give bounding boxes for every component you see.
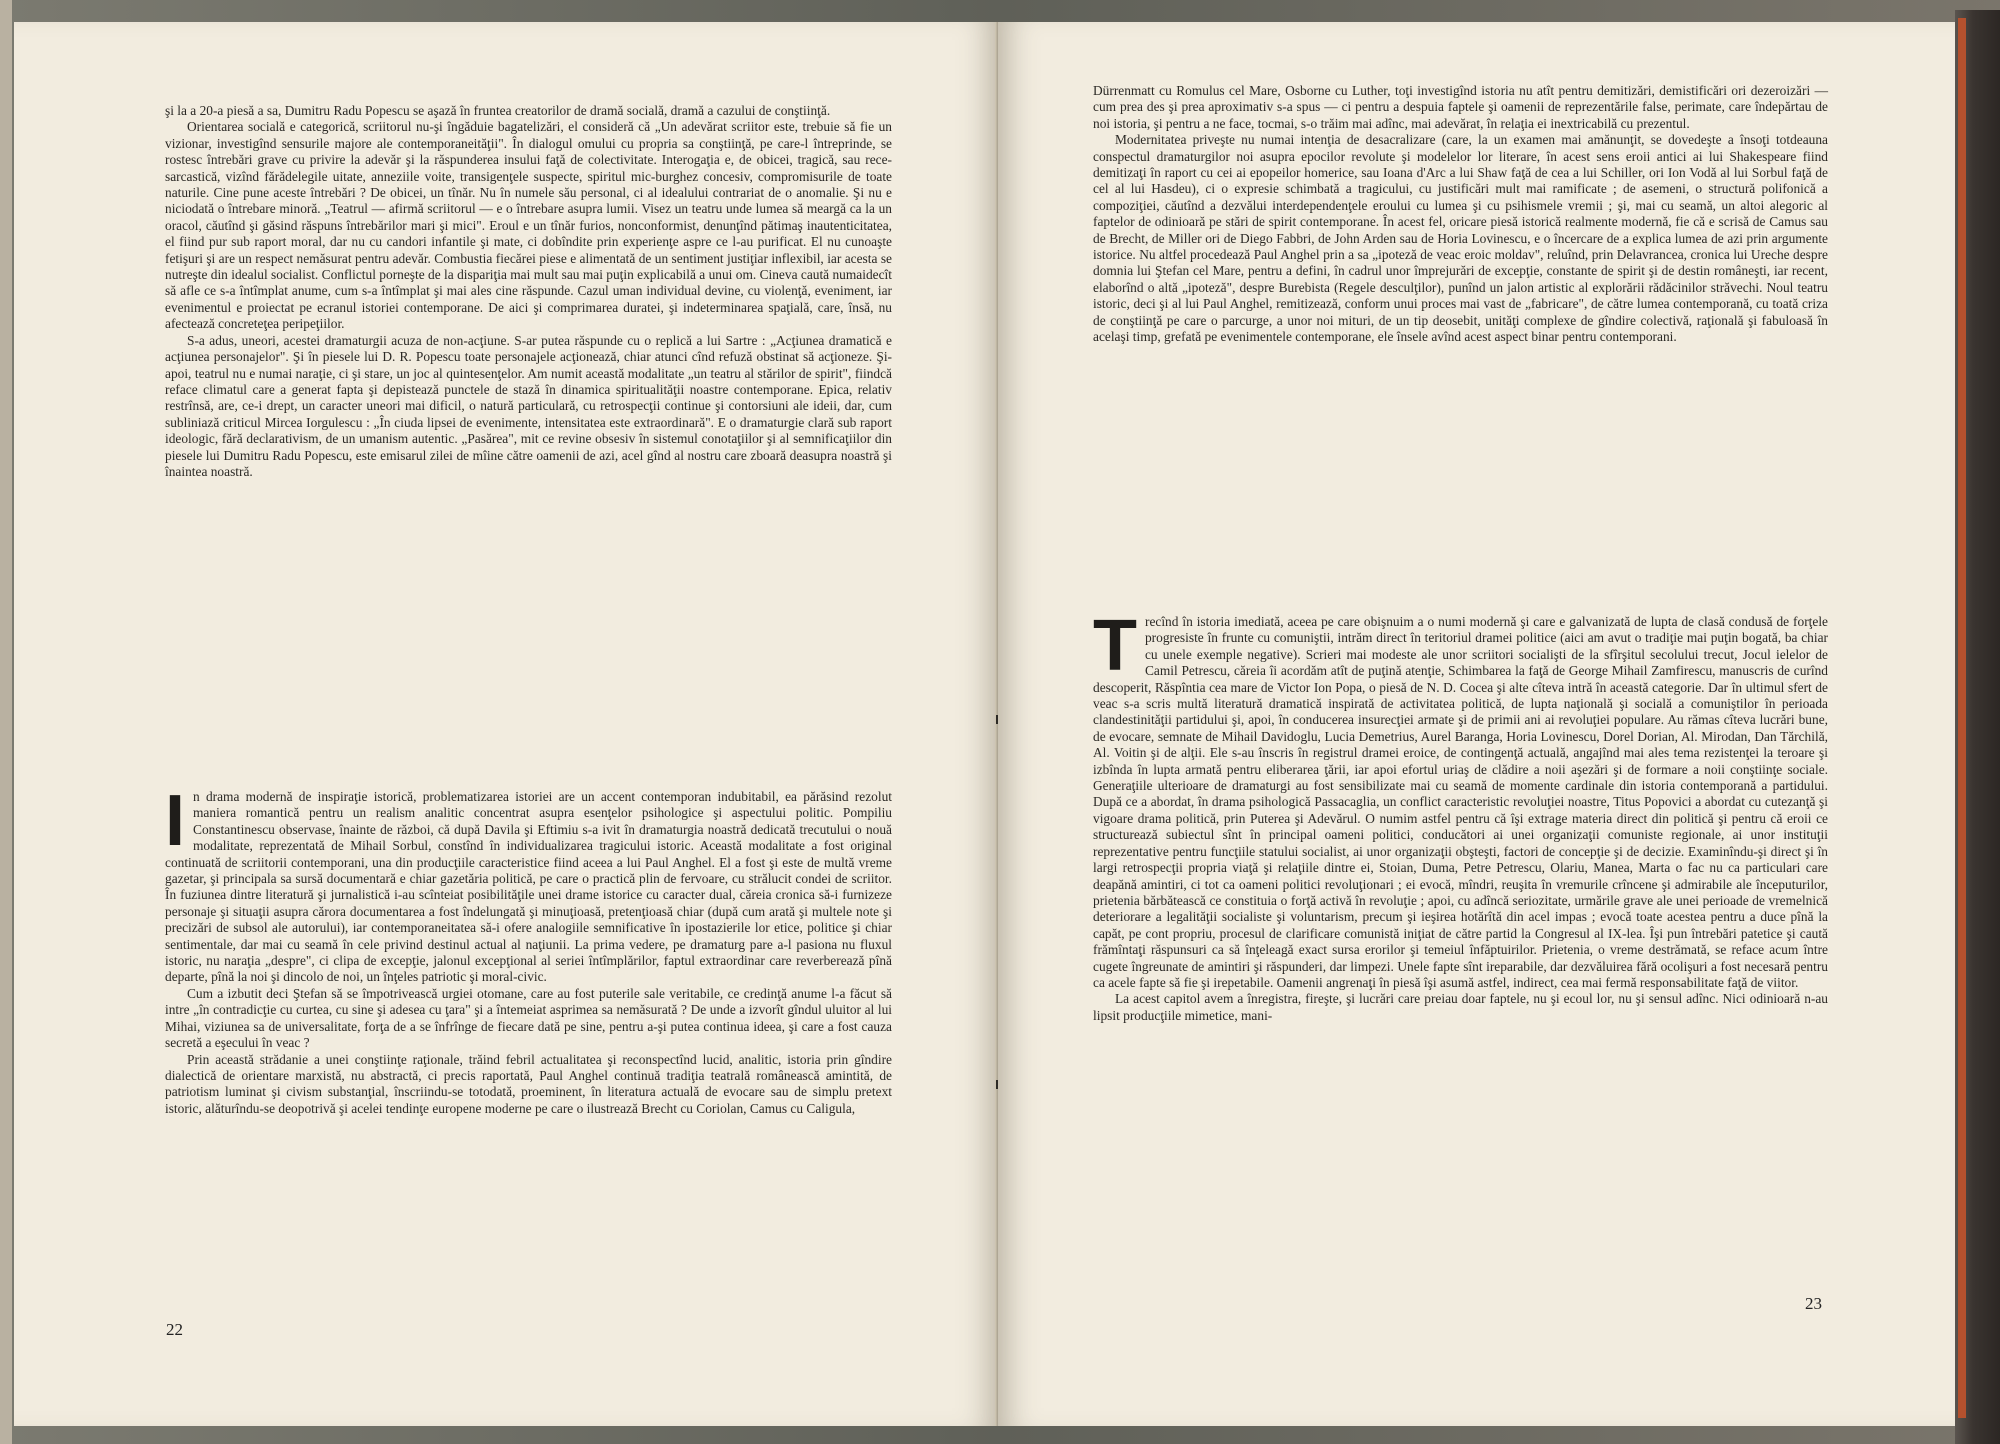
paragraph: recînd în istoria imediată, aceea pe care obişnuim a o numi modernă şi care e galvanizată de lupta de clasă condusă de forţele progresiste în frunte cu comuniştii, intrăm direct în teritoriul dramei politice (aici am avut o tradiţie mai puţin bogată, ba chiar cu unele exemple negative). Scrieri mai modeste ale unor scriitori socialişti de la sfîrşitul secolului trecut, Jocul ielelor de Camil Petrescu, căreia îi acordăm atît de puţină atenţie, Schimbarea la faţă de George Mihail Zamfirescu, manuscris de curînd descoperit, Răspîntia cea mare de Victor Ion Popa, o piesă de N. D. Cocea şi alte cîteva intră în această categorie. Dar în ultimul sfert de veac s-a scris multă literatură dramatică inspirată de activitatea politică, de lupta naţională şi socială a comuniştilor în perioada clandestinităţii partidului şi, apoi, în conducerea insurecţiei armate şi de primii ani ai revoluţiei populare. Au rămas cîteva lucrări bune, de evocare, semnate de Mihail Davidoglu, Lucia Demetrius, Aurel Baranga, Horia Lovinescu, Dorel Dorian, Al. Mirodan, Dan Tărchilă, Al. Voitin şi de alţii. Ele s-au înscris în registrul dramei eroice, de contingenţă actuală, angajînd mai ales tema rezistenţei la teroare şi izbînda în lupta armată pentru eliberarea ţării, iar apoi efortul uriaş de clădire a noii aşezări şi de formare a noii conştiinţe sociale. Generaţiile ulterioare de dramaturgi au fost sensibilizate mai cu seamă de momente cardinale din istoria contemporană a partidului. După ce a abordat, în drama psihologică Passacaglia, un conflict caracteristic revoluţiei noastre, Titus Popovici a abordat cu cutezanţă şi vigoare drama politică, prin Puterea şi Adevărul. O numim astfel pentru că îşi extrage materia direct din politică şi pentru că eroii ce structurează subiectul sînt în principal oameni politici, conducători ai unei organizaţii comuniste regionale, ai unor instituţii reprezentative pentru funcţiile statului socialist, ai unor organizaţii obşteşti, factori de concepţie şi de decizie. Examinîndu-şi direct şi în largi retrospecţii propria viaţă şi relaţiile dintre ei, Stoian, Duma, Petre Petrescu, Olariu, Manea, Marta o fac nu ca particulari care deapănă amintiri, ci tot ca oameni politici revoluţionari ; ei evocă, mîndri, reuşita în vremurile crîncene şi admirabile ale începuturilor, prietenia bărbătească ce constituia o forţă activă în revoluţie ; apoi, cu adîncă seriozitate, urmările grave ale unei perioade de vremelnică deteriorare a legalităţii socialiste şi voluntarism, precum şi ieşirea hotărîtă din acel impas ; evocă toate acestea pentru a duce pînă la capăt, pe cont propriu, procesul de clarificare comunistă iniţiat de către partid la Congresul al IX-lea. Îşi pun întrebări patetice şi caută frămîntaţi răspunsuri ca să înţeleagă exact sursa erorilor şi temeiul înfăptuirilor. Prietenia, o vreme destrămată, se reface acum între cugete îngreunate de amintiri şi răspunderi, dar limpezi. Unele fapte sînt ireparabile, dar dezvăluirea fără ocolişuri a fost necesară pentru ca acele fapte să fie şi irepetabile. Oamenii angrenaţi în piesă îşi asumă astfel, indirect, cea mai fermă responsabilitate faţă de viitor. bbox=[1093, 614, 1828, 990]
left-bottom-text bbox=[165, 781, 892, 1117]
paragraph: S-a adus, uneori, acestei dramaturgii acuza de non-acţiune. S-ar putea răspunde cu o replică a lui Sartre : „Acţiunea dramatică e acţiunea personajelor". Şi în piesele lui D. R. Popescu toate personajele acţionează, chiar atunci cînd refuză obstinat să acţioneze. Şi-apoi, teatrul nu e numai naraţie, ci şi stare, un joc al quintesenţelor. Am numit această modalitate „un teatru al stărilor de spirit", fiindcă reface climatul care a generat fapta şi depistează punctele de stază în dinamica spiritualităţii noastre contemporane. Epica, relativ restrînsă, are, ce-i drept, un caracter uneori mai dificil, o natură particulară, cu retrospecţii continue şi contorsiuni ale ideii, dar, cum subliniază criticul Mircea Iorgulescu : „În ciuda lipsei de evenimente, intensitatea este extraordinară". E o dramaturgie clară sub raport ideologic, fără declarativism, de un umanism autentic. „Pasărea", mit ce revine obsesiv în sistemul conotaţiilor şi al semnificaţiilor din piesele lui Dumitru Radu Popescu, este emisarul zilei de mîine către oamenii de azi, acel gînd al nostru care zboară deasupra noastră şi înaintea noastră. bbox=[165, 332, 892, 479]
paragraph: Dürrenmatt cu Romulus cel Mare, Osborne cu Luther, toţi investigînd istoria nu atît pentru demitizări, demistificări ori dezeroizări — cum prea des şi prea aproximativ s-a spus — ci pentru a despuia faptele şi oamenii de reprezentările false, perimate, care îndepărtau de noi istoria, şi pentru a ne face, tocmai, s-o trăim mai adînc, mai adevărat, în relaţia ei inextricabilă cu prezentul. bbox=[1093, 83, 1828, 131]
paragraph: Orientarea socială e categorică, scriitorul nu-şi îngăduie bagatelizări, el consideră că „Un adevărat scriitor este, trebuie să fie un vizionar, investigînd sensurile majore ale contemporaneităţii". În dialogul omului cu propria sa conştiinţă, pe care-l întreprinde, se rostesc întrebări grave cu privire la adevăr şi la răspunderea insului faţă de colectivitate. Interogaţia e, de obicei, tragică, sau rece-sarcastică, vizînd fărădelegile uitate, anneziile voite, transigenţele suspecte, spiritul mic-burghez concesiv, compromisurile de toate naturile. Cine pune aceste întrebări ? De obicei, un tînăr. Nu în numele său personal, ci al idealului contrariat de o anomalie. Şi nu e niciodată o întrebare minoră. „Teatrul — afirmă scriitorul — e o întrebare asupra lumii. Visez un teatru unde lumea să meargă ca la un oracol, căutînd şi găsind răspuns întrebărilor mari şi mici". Eroul e un tînăr furios, nonconformist, denunţînd pătimaş inautenticitatea, el fiind pur sub raport moral, dar nu cu candori infantile şi mate, ci dobîndite prin experienţe aspre ce l-au purificat. El nu cunoaşte fetişuri şi are un respect nemăsurat pentru adevăr. Combustia fiecărei piese e alimentată de un sentiment justiţiar inflexibil, iar acesta se nutreşte din idealul socialist. Conflictul porneşte de la dispariţia mai mult sau mai puţin explicabilă a unui om. Cineva caută numaidecît să afle ce s-a întîmplat anume, cum s-a întîmplat şi mai ales cine răspunde. Cazul uman individual devine, cu violenţă, eveniment, iar evenimentul e proiectat pe ecranul istoriei contemporane. De aici şi comprimarea duratei, şi indeterminarea spaţială, care, însă, nu afectează concreteţea peripeţiilor. bbox=[165, 119, 892, 332]
paragraph: La acest capitol avem a înregistra, fireşte, şi lucrări care preiau doar faptele, nu şi ecoul lor, nu şi sensul adînc. Nici odinioară n-au lipsit producţiile mimetice, mani- bbox=[1093, 991, 1828, 1023]
paragraph: Modernitatea priveşte nu numai intenţia de desacralizare (care, la un examen mai amănunţit, se dovedeşte a însoţi totdeauna conspectul dramaturgilor noi asupra epocilor revolute şi modelelor lor literare, în acest sens eroii antici ai lui Shakespeare fiind demitizaţi în raport cu cei ai epopeilor homerice, sau Ioana d'Arc a lui Shaw faţă de cea a lui Schiller, ori Ion Vodă al lui Sorbul faţă de cel al lui Hasdeu), ci o expresie schimbată a tragicului, cu justificări mult mai ramificate ; de asemeni, o structură polifonică a compoziţiei, căutînd a dezvălui interdependenţele eroului cu lumea şi cu psihismele vremii ; şi, mai cu seamă, un altoi alegoric al faptelor de odinioară pe stări de spirit contemporane. În acest fel, oricare piesă istorică realmente modernă, fie că e scrisă de Camus sau de Brecht, de Miller ori de Diego Fabbri, de John Arden sau de Horia Lovinescu, e o încercare de a explica lumea de azi prin argumente istorice. Nu altfel procedează Paul Anghel prin a sa „ipoteză de veac eroic moldav", reluînd, prin Delavrancea, cronica lui Ureche despre domnia lui Ştefan cel Mare, pentru a defini, în cadrul unor împrejurări de excepţie, constante de spirit şi de destin româneşti, iar recent, elaborînd o altă „ipoteză", despre Burebista (Regele desculţilor), punînd un jalon artistic al explorării rădăcinilor străvechi. Noul teatru istoric, deci şi al lui Paul Anghel, remitizează, conform unui proces mai vast de „fabricare", de către lumea contemporană, cu toată criza de conştiinţă pe care o parcurge, a unor noi mituri, de un tip deosebit, unităţi complexe de gîndire colectivă, raţională şi fabuloasă în acelaşi timp, grefată pe evenimentele contemporane, ele însele avînd acest aspect binar pentru contemporani. bbox=[1093, 132, 1828, 345]
paragraph: n drama modernă de inspiraţie istorică, problematizarea istoriei are un accent contemporan indubitabil, ea părăsind rezolut maniera romantică pentru un realism analitic concentrat asupra esenţelor psihologice şi aspectului politic. Pompiliu Constantinescu observase, înainte de război, că după Davila şi Eftimiu s-a ivit în dramaturgia noastră dedicată trecutului o nouă modalitate, reprezentată de Mihail Sorbul, constînd în individualizarea tragicului istoric. Această modalitate a fost original continuată de scriitorii contemporani, una din producţiile caracteristice fiind aceea a lui Paul Anghel. El a fost şi este de multă vreme gazetar, şi principala sa sursă documentară e chiar gazetăria politică, pe care o practică plin de fervoare, cu strălucit condei de scriitor. În fuziunea dintre literatură şi jurnalistică i-au scînteiat posibilităţile unei drame istorice cu caracter dual, căreia cronica să-i furnizeze personaje şi situaţii asupra cărora documentarea a fost îndelungată şi minuţioasă, pretenţioasă chiar (după cum arată şi multele note şi precizări de subsol ale autorului), iar contemporaneitatea să-i ofere analogiile semnificative în ipostazierile lor etice, politice şi chiar sentimentale, dar mai cu seamă în cele privind destinul actual al naţiunii. La prima vedere, pe dramaturg pare a-l pasiona nu fluxul istoric, nu naraţia „despre", ci clipa de excepţie, jalonul excepţional al seriei întîmplărilor, faptul extraordinar care reverberează pînă departe, pînă la noi şi dincolo de noi, un înţeles patriotic şi moral-civic. bbox=[165, 789, 892, 985]
book-edge-left bbox=[0, 0, 12, 1444]
drop-cap: T bbox=[1093, 606, 1137, 686]
paragraph: Prin această strădanie a unei conştiinţe raţionale, trăind febril actualitatea şi reconspectînd lucid, analitic, istoria prin gîndire dialectică de orientare marxistă, nu abstractă, ci precis raportată, Paul Anghel continuă tradiţia teatrală românească amintită, de patriotism luminat şi civism substanţial, înscriindu-se totodată, proeminent, în literatura actuală de evocare sau de simplu pretext istoric, alăturîndu-se deopotrivă şi acelei tendinţe europene moderne pe care o ilustrează Brecht cu Coriolan, Camus cu Caligula, bbox=[165, 1051, 892, 1116]
paragraph: Cum a izbutit deci Ştefan să se împotrivească urgiei otomane, care au fost puterile sale veritabile, ce credinţă anume l-a făcut să intre „în contradicţie cu curtea, cu sine şi adesea cu ţara" şi a întemeiat asprimea sa nemăsurată ? De unde a izvorît gîndul uluitor al lui Mihai, viziunea sa de universalitate, forţa de a se înfrînge de fiecare dată pe sine, pentru a-şi putea continua ideea, şi care a fost cauza secretă a eşecului în veac ? bbox=[165, 985, 892, 1051]
right-page bbox=[998, 22, 1955, 1426]
right-top-text bbox=[1093, 83, 1828, 346]
drop-cap: I bbox=[165, 781, 186, 861]
left-top-text bbox=[165, 103, 892, 480]
page-number: 23 bbox=[1805, 1294, 1822, 1313]
right-bottom-text bbox=[1093, 606, 1828, 1024]
left-page bbox=[14, 22, 998, 1426]
paragraph: şi la a 20-a piesă a sa, Dumitru Radu Popescu se aşază în fruntea creatorilor de dramă socială, dramă a cazului de conştiinţă. bbox=[165, 103, 831, 118]
book-cover-red-stripe bbox=[1958, 18, 1966, 1418]
page-number: 22 bbox=[166, 1320, 183, 1339]
